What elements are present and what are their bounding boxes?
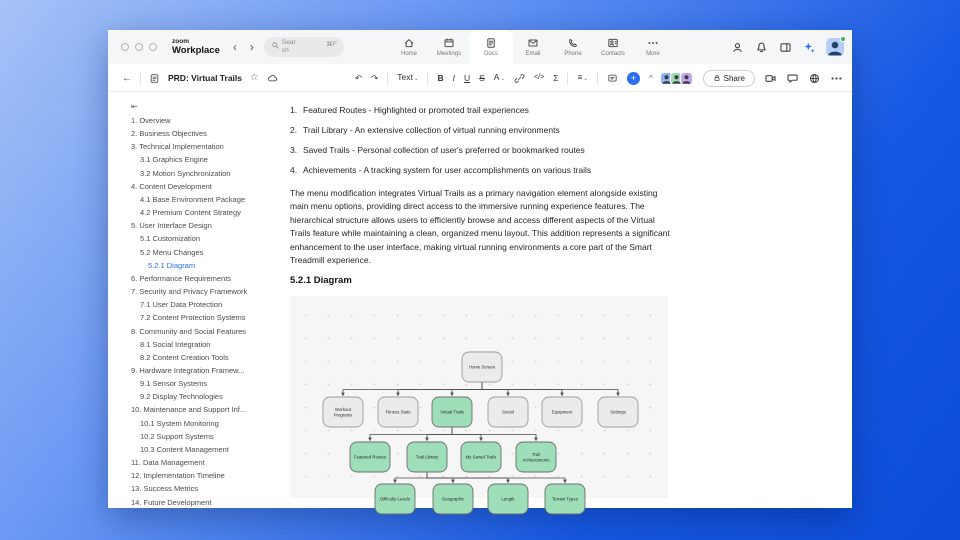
envelope-icon — [527, 37, 539, 49]
toc-item[interactable]: 9.2 Display Technologies — [140, 392, 223, 402]
toc-item[interactable]: 9. Hardware Integration Framew... — [131, 365, 245, 375]
paragraph[interactable]: The menu modification integrates Virtual Trails as a primary navigation element alongside existing main menu options, providing direct access to the immersive running experience features. The hierarchical structure allows users to efficiently browse and access different aspects of the Virtual Trails feature while maintaining a clean, organized menu layout. This addition represents a significant enhancement to the user interface, making virtual running environments a core part of the Smart Treadmill experience. — [290, 188, 670, 266]
brand-zoom-label: zoom — [172, 37, 189, 45]
toc-item[interactable]: 3.2 Motion Synchronization — [140, 168, 231, 178]
titlebar-right-icons — [731, 30, 816, 64]
toc-item[interactable]: 8.2 Content Creation Tools — [140, 352, 229, 362]
toc-item[interactable]: 4.2 Premium Content Strategy — [140, 208, 241, 218]
numbered-list — [290, 106, 672, 186]
more-options-icon[interactable] — [830, 72, 843, 85]
divider — [567, 72, 568, 85]
document-body[interactable] — [280, 92, 852, 508]
collaborator-avatars — [663, 72, 693, 85]
window-zoom-button[interactable] — [149, 43, 157, 51]
toc-item[interactable]: 13. Success Metrics — [131, 484, 199, 494]
toc-item[interactable]: 2. Business Objectives — [131, 129, 207, 139]
tab-contacts[interactable]: Contacts — [593, 30, 633, 64]
home-icon — [403, 37, 415, 49]
more-icon — [647, 37, 659, 49]
list-format-dropdown[interactable]: ≡⌄ — [577, 72, 589, 82]
search-shortcut: ⌘F — [326, 41, 337, 48]
toc-item[interactable]: 5.1 Customization — [140, 234, 201, 244]
svg-text:Workout: Workout — [335, 407, 351, 413]
toc-item[interactable]: 3. Technical Implementation — [131, 142, 224, 152]
toc-item[interactable]: 8. Community and Social Features — [131, 326, 247, 336]
ai-companion-icon[interactable] — [803, 41, 816, 54]
list-item[interactable]: 2. Trail Library - An extensive collection of virtual running environments — [290, 125, 560, 135]
toc-item[interactable]: 10.2 Support Systems — [140, 431, 214, 441]
app-brand — [172, 39, 220, 56]
insert-button[interactable]: + — [627, 72, 640, 85]
side-panel-icon[interactable] — [779, 41, 792, 54]
search-icon — [271, 41, 280, 50]
svg-text:Achievements: Achievements — [522, 457, 550, 463]
doc-icon — [485, 37, 497, 49]
redo-button[interactable]: ↷ — [371, 73, 379, 83]
svg-text:Fitness Stats: Fitness Stats — [385, 409, 411, 415]
global-search-input[interactable] — [264, 37, 344, 57]
window-close-button[interactable] — [121, 43, 129, 51]
toc-item[interactable]: 7.1 User Data Protection — [140, 300, 223, 310]
strikethrough-button[interactable]: S — [479, 73, 485, 83]
diagram-node-equipment[interactable] — [542, 397, 582, 427]
search-placeholder: Search — [281, 39, 296, 54]
text-color-dropdown[interactable]: A⌄ — [493, 72, 506, 82]
tab-home[interactable]: Home — [389, 30, 429, 64]
language-globe-icon[interactable] — [808, 72, 821, 85]
divider — [597, 72, 598, 85]
diagram-node-achievements[interactable] — [516, 442, 556, 472]
share-button[interactable]: Share — [703, 70, 755, 87]
toc-item[interactable]: 7. Security and Privacy Framework — [131, 287, 248, 297]
svg-text:Difficulty Levels: Difficulty Levels — [380, 496, 410, 502]
diagram-canvas[interactable] — [290, 296, 668, 502]
svg-text:Programs: Programs — [333, 412, 353, 418]
list-item[interactable]: 3. Saved Trails - Personal collection of user's preferred or bookmarked routes — [290, 145, 585, 155]
divider — [427, 72, 428, 85]
diagram-node-terrain[interactable] — [545, 484, 585, 514]
toc-item[interactable]: 10.1 System Monitoring — [140, 418, 219, 428]
toc-item[interactable]: 7.2 Content Protection Systems — [140, 313, 246, 323]
svg-text:Length: Length — [501, 496, 515, 502]
profile-icon[interactable] — [731, 41, 744, 54]
toc-item[interactable]: 5. User Interface Design — [131, 221, 212, 231]
collapse-sidebar-icon[interactable]: ⇤ — [131, 102, 138, 111]
svg-text:Virtual Trails: Virtual Trails — [440, 409, 464, 415]
table-of-contents — [108, 92, 280, 508]
underline-button[interactable]: U — [463, 73, 471, 83]
toc-item[interactable]: 8.1 Social Integration — [140, 339, 211, 349]
user-avatar[interactable] — [826, 38, 844, 56]
code-block-button[interactable]: </> — [534, 74, 545, 81]
doc-back-button[interactable]: ← — [122, 72, 132, 84]
toc-item[interactable]: 1. Overview — [131, 116, 171, 125]
history-back-icon[interactable]: ‹ — [232, 40, 237, 54]
diagram-node-length[interactable] — [488, 484, 528, 514]
undo-button[interactable]: ↶ — [355, 73, 363, 83]
link-icon[interactable] — [514, 73, 525, 84]
window-controls[interactable] — [121, 43, 157, 51]
video-call-icon[interactable] — [764, 72, 777, 85]
diagram-node-featured[interactable] — [350, 442, 390, 472]
toc-item[interactable]: 12. Implementation Timeline — [131, 471, 225, 481]
lock-icon — [713, 74, 721, 82]
diagram-node-saved[interactable] — [461, 442, 501, 472]
diagram-node-home[interactable] — [462, 352, 502, 382]
svg-text:Trail Library: Trail Library — [415, 454, 439, 460]
divider — [387, 72, 388, 85]
diagram-node-social[interactable] — [488, 397, 528, 427]
svg-text:Settings: Settings — [610, 409, 626, 415]
app-tabs — [389, 30, 673, 64]
diagram-node-workout[interactable] — [323, 397, 363, 427]
toc-item[interactable]: 4.1 Base Environment Package — [140, 194, 246, 204]
diagram-node-difficulty[interactable] — [375, 484, 415, 514]
calendar-icon — [443, 37, 455, 49]
list-item[interactable]: 4. Achievements - A tracking system for user accomplishments on various trails — [290, 165, 592, 175]
tab-docs[interactable]: Docs — [469, 30, 513, 64]
contacts-icon — [607, 37, 619, 49]
svg-text:My Saved Trails: My Saved Trails — [465, 454, 497, 460]
document-toolbar — [108, 64, 852, 92]
diagram-node-virtual[interactable] — [432, 397, 472, 427]
favorite-star-icon[interactable]: ☆ — [250, 72, 259, 83]
section-heading[interactable]: 5.2.1 Diagram — [290, 275, 352, 286]
cloud-sync-icon — [267, 73, 278, 84]
diagram-node-fitness[interactable] — [378, 397, 418, 427]
collaborator-avatar-3[interactable] — [680, 72, 693, 85]
chat-icon[interactable] — [786, 72, 799, 85]
flowchart-svg — [290, 296, 668, 502]
italic-button[interactable]: I — [452, 73, 455, 83]
zoom-workplace-window — [108, 30, 852, 508]
bold-button[interactable]: B — [437, 73, 444, 83]
document-icon — [149, 73, 160, 84]
svg-text:Home Screen: Home Screen — [468, 364, 496, 370]
collapse-toolbar-icon[interactable]: ^ — [649, 73, 653, 83]
svg-text:Trail: Trail — [531, 452, 541, 458]
svg-text:Social: Social — [502, 409, 514, 415]
tab-meetings[interactable]: Meetings — [429, 30, 469, 64]
window-minimize-button[interactable] — [135, 43, 143, 51]
tab-phone[interactable]: Phone — [553, 30, 593, 64]
toc-item[interactable]: 4. Content Development — [131, 181, 212, 191]
diagram-node-library[interactable] — [407, 442, 447, 472]
phone-icon — [567, 37, 579, 49]
toc-item[interactable]: 5.2.1 Diagram — [148, 260, 196, 270]
toc-item[interactable]: 9.1 Sensor Systems — [140, 379, 208, 389]
toc-item[interactable]: 14. Future Development — [131, 497, 212, 507]
svg-text:Equipment: Equipment — [551, 409, 573, 415]
history-forward-icon[interactable]: › — [249, 40, 254, 54]
tab-more[interactable]: More — [633, 30, 673, 64]
notifications-icon[interactable] — [755, 41, 768, 54]
toc-item[interactable]: 10. Maintenance and Support Inf... — [131, 405, 247, 415]
divider — [140, 72, 141, 85]
titlebar — [108, 30, 852, 64]
list-item[interactable]: 1. Featured Routes - Highlighted or promoted trail experiences — [290, 105, 529, 115]
comment-icon[interactable] — [607, 73, 618, 84]
toc-item[interactable]: 11. Data Management — [131, 458, 205, 468]
diagram-node-geographic[interactable] — [433, 484, 473, 514]
formula-button[interactable]: Σ — [553, 73, 559, 83]
toc-item[interactable]: 6. Performance Requirements — [131, 273, 232, 283]
svg-text:Terrain Types: Terrain Types — [552, 496, 578, 502]
text-style-dropdown[interactable]: Text⌄ — [397, 72, 419, 82]
diagram-node-settings[interactable] — [598, 397, 638, 427]
online-status-dot — [840, 36, 846, 42]
toc-item[interactable]: 5.2 Menu Changes — [140, 247, 204, 257]
document-title: PRD: Virtual Trails — [168, 73, 243, 83]
toc-item[interactable]: 3.1 Graphics Engine — [140, 155, 208, 165]
tab-email[interactable]: Email — [513, 30, 553, 64]
toc-item[interactable]: 10.3 Content Management — [140, 444, 229, 454]
brand-workplace-label: Workplace — [172, 45, 220, 56]
svg-text:Featured Routes: Featured Routes — [353, 454, 387, 460]
svg-text:Geographic: Geographic — [441, 496, 465, 502]
